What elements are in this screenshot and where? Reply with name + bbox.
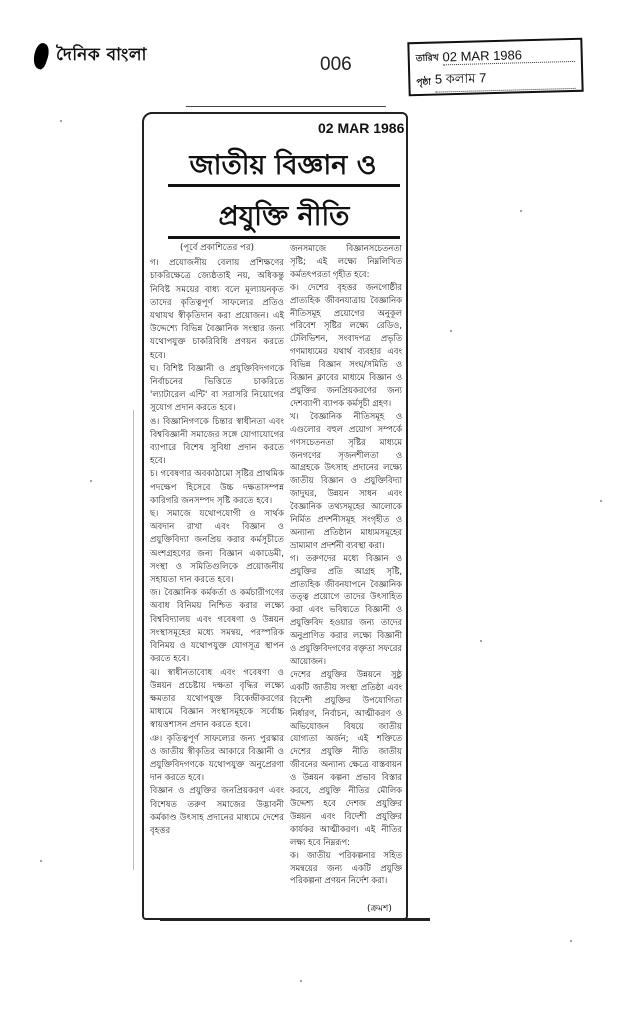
scan-speck xyxy=(600,500,602,502)
headline-line-1: জাতীয় বিজ্ঞান ও xyxy=(189,150,377,181)
article-paragraph: গ। প্রযোজনীয় বেলায় প্রশিক্ষণের চাকরিক্ষেত্রে জ্যেষ্ঠতাই নয়, অধিকন্তু নিবিষ্ট সময়ের বাধ্য বলে মূল্যায়নকৃত তাদের কৃতিত্বপূর্ণ সাফল্যের প্রতিও যথাযথ স্বীকৃতিদান করা প্রয়োজন। এই উদ্দেশ্যে বিভিন্ন বৈজ্ঞানিক সংস্থার জন্য যথোপযুক্ত চাকরিবিধি প্রণয়ন করতে হবে। xyxy=(150,258,284,361)
scan-speck xyxy=(480,640,482,642)
headline-line-2: প্রযুক্তি নীতি xyxy=(218,201,350,232)
scan-speck xyxy=(450,330,452,332)
article-column-left xyxy=(150,242,284,838)
stamp-date-value: 02 MAR 1986 xyxy=(442,46,575,65)
headline-rule xyxy=(168,184,400,187)
scan-speck xyxy=(90,480,92,482)
article-paragraph: চ। গবেষণার অবকাঠামো সৃষ্টির প্রাথমিক পদক্ষেপ হিসেবে উচ্চ দক্ষতাসম্পন্ন কারিগরি জনসম্পদ সৃষ্টি করতে হবে। xyxy=(150,469,284,506)
article-paragraph: ক। দেশের বৃহত্তর জনগোষ্ঠীর প্রাত্যহিক জীবনযাত্রায় বৈজ্ঞানিক নীতিসমূহ প্রয়োগের অনুকূল পরিবেশ সৃষ্টির লক্ষ্যে রেডিও, টেলিভিশন, সংবাদপত্র প্রভৃতি গণমাধ্যমের যথার্থ ব্যবহার এবং বিভিন্ন বিজ্ঞান সংঘ/সমিতি ও বিজ্ঞান ক্লাবের মাধ্যমে বিজ্ঞান ও প্রযুক্তির জনপ্রিয়করণের জন্য দেশব্যাপী ব্যাপক কর্মসূচী গ্রহণ। xyxy=(290,281,402,408)
stamp-page-label: পৃষ্ঠা xyxy=(416,77,432,88)
ink-blot-icon xyxy=(30,41,52,70)
article-paragraph: দেশের প্রযুক্তির উন্নয়নে সুষ্ঠু একটি জাতীয় সংস্থা প্রতিষ্ঠা এবং বিদেশী প্রযুক্তির উপযোগিতা নির্ধারণ, নির্বাচন, আত্মীকরণ ও অভিযোজন বিষয়ে জাতীয় যোগ্যতা অর্জন; এই শক্তিতে দেশের প্রযুক্তি নীতি জাতীয় জীবনের অন্যান্য ক্ষেত্রে বাস্তবায়ন ও উন্নয়ন কল্পনা প্রভাব বিস্তার করবে, প্রযুক্তি নীতির মৌলিক উদ্দেশ্য হবে দেশজ প্রযুক্তির উন্নয়ন এবং বিদেশী প্রযুক্তির কার্যকর আত্মীকরণ। এই নীতির লক্ষ্য হবে নিম্নরূপ: xyxy=(290,668,402,847)
article-paragraph: জ। বৈজ্ঞানিক কর্মকর্তা ও কর্মচারীগণের অবাধ বিনিময় নিশ্চিত করার লক্ষ্যে বিশ্ববিদ্যালয় এবং গবেষণা ও উন্নয়ন সংস্থাসমূহের মধ্যে সমন্বয়, পরস্পরিক বিনিময় ও যথোপযুক্ত যোগসূত্র স্থাপন করতে হবে। xyxy=(150,588,284,665)
scan-speck xyxy=(40,860,42,862)
article-paragraph: গ। তরুণদের মধ্যে বিজ্ঞান ও প্রযুক্তির প্রতি আগ্রহ সৃষ্টি, প্রাত্যহিক জীবনযাপনে বৈজ্ঞানিক তত্ত্ব প্রয়োগে তাদের উৎসাহিত করা এবং ভবিষ্যতে বিজ্ঞানী ও প্রযুক্তিবিদ হওয়ার জন্য তাদের অনুপ্রাণিত করার লক্ষ্যে বিজ্ঞানী ও প্রযুক্তিবিদগণের বক্তৃতা সফরের আয়োজন। xyxy=(290,552,402,666)
article-paragraph: ক। জাতীয় পরিকল্পনার সহিত সমন্বয়ের জন্য একটি প্রযুক্তি পরিকল্পনা প্রণয়ন নির্দেশ করা। xyxy=(290,849,402,886)
clipping-top-edge xyxy=(186,106,386,107)
article-paragraph: ঘ। বিশিষ্ট বিজ্ঞানী ও প্রযুক্তিবিদগণকে নির্বাচনের ভিত্তিতে চাকরিতে 'ল্যাটারেল এন্টি' বা সরাসরি নিয়োগের সুযোগ প্রদান করতে হবে। xyxy=(150,363,284,414)
newspaper-masthead xyxy=(34,42,147,70)
scan-speck xyxy=(520,210,522,212)
stamp-page-value: 5 কলাম 7 xyxy=(435,67,576,93)
article-paragraph: ঙ। বিজ্ঞানিগণকে চিন্তার স্বাধীনতা এবং বিশ্ববিজ্ঞানী সমাজের সঙ্গে যোগাযোগের ব্যাপারে বিশেষ সুবিধা প্রদান করতে হবে। xyxy=(150,416,284,467)
page-number: 006 xyxy=(320,54,352,75)
to-be-continued-note: (ক্রমশ) xyxy=(367,904,392,914)
headline-rule xyxy=(168,236,400,239)
continued-from-note: (পূর্বে প্রকাশিতের পর) xyxy=(180,243,254,253)
stamp-page-row xyxy=(416,66,576,94)
article-paragraph: জনসমাজে বিজ্ঞানসচেতনতা সৃষ্টি; এই লক্ষ্যে নিম্নলিখিত কর্মতৎপরতা গৃহীত হবে: xyxy=(290,243,402,279)
scan-speck xyxy=(570,940,572,942)
article-paragraph: বিজ্ঞান ও প্রযুক্তির জনপ্রিয়করণ এবং বিশেষত তরুণ সমাজের উদ্ভাবনী কর্মকাণ্ড উৎসাহ প্রদানের মাধ্যমে দেশের বৃহত্তর xyxy=(150,786,284,836)
page-fold-line xyxy=(133,410,134,870)
article-paragraph: ঝ। স্বাধীনতাবোধ এবং গবেষণা ও উন্নয়ন প্রচেষ্টায় দক্ষতা বৃদ্ধির লক্ষ্যে ক্ষমতার যথোপযুক্ত বিকেন্দ্রীকরণের মাধ্যমে বিজ্ঞান সংস্থাসমূহকে সর্বোচ্চ স্বায়ত্তশাসন প্রদান করতে হবে। xyxy=(150,667,284,731)
clipping-bottom-edge xyxy=(160,918,430,921)
article-paragraph: ছ। সমাজে যথোপযোগী ও সার্থক অবদান রাখা এবং বিজ্ঞান ও প্রযুক্তিবিদ্যা জনপ্রিয় করার কর্মসূচীতে অংশগ্রহণের জন্য বিজ্ঞান একাডেমী, সংস্থা ও সমিতিগুলিকে প্রয়োজনীয় সহায়তা দান করতে হবে। xyxy=(150,509,284,586)
newspaper-name: দৈনিক বাংলা xyxy=(56,45,147,65)
scan-speck xyxy=(60,120,62,122)
clipping-date: 02 MAR 1986 xyxy=(318,120,405,136)
scan-speck xyxy=(300,980,302,982)
article-paragraph: খ। বৈজ্ঞানিক নীতিসমূহ ও এগুলোর বহুল প্রয়োগ সম্পর্কে গণসচেতনতা সৃষ্টির মাধ্যমে জনগণের সৃজনশীলতা ও আগ্রহকে উৎসাহ প্রদানের লক্ষ্যে জাতীয় বিজ্ঞান ও প্রযুক্তিবিদ্যা জাদুঘর, উন্নয়ন সাধন এবং বৈজ্ঞানিক তথ্যসমূহের আলোকে নির্মিত প্রদর্শনীসমূহ সংগৃহীত ও অন্যান্য প্রতিষ্ঠান মাধ্যমসমূহের ভ্রাম্যমাণ প্রদর্শনী ব্যবস্থা করা। xyxy=(290,410,402,550)
article-paragraph: ঞ। কৃতিত্বপূর্ণ সাফল্যের জন্য পুরস্কার ও জাতীয় স্বীকৃতির আকারে বিজ্ঞানী ও প্রযুক্তিবিদগণকে যথোপযুক্ত অনুপ্রেরণা দান করতে হবে। xyxy=(150,733,284,784)
article-column-right xyxy=(290,242,402,887)
archive-stamp xyxy=(407,38,583,97)
stamp-date-label: তারিখ xyxy=(415,52,439,64)
